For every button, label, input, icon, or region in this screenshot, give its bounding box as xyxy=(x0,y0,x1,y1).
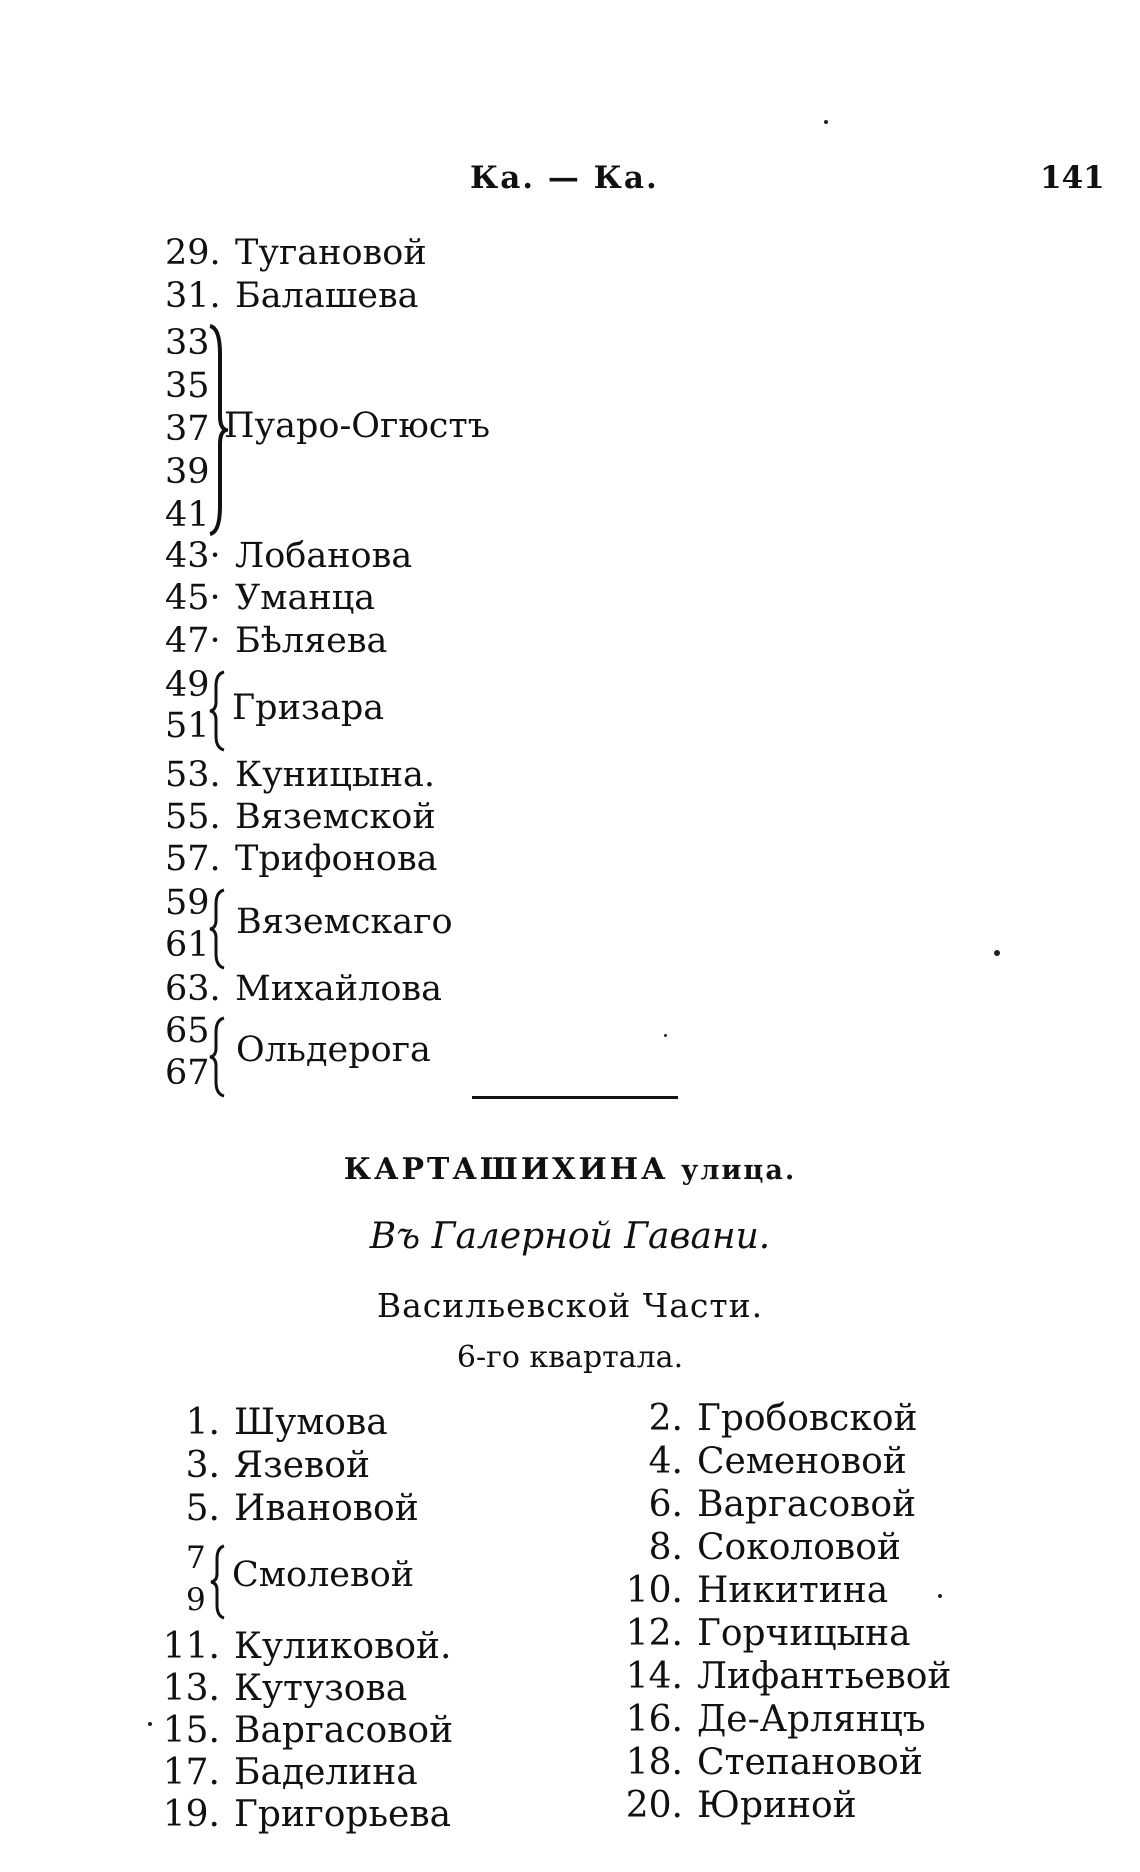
owner-name: Григорьева xyxy=(234,1794,452,1835)
owner-name: Лифантьевой xyxy=(697,1656,952,1697)
house-number: 41 xyxy=(165,495,210,535)
district-heading: Васильевской Части. xyxy=(376,1286,764,1325)
house-number: 67 xyxy=(165,1053,210,1093)
house-number: 51 xyxy=(165,706,210,746)
list-item xyxy=(150,1445,370,1487)
house-number: 5. xyxy=(185,1488,220,1529)
house-number: 61 xyxy=(165,925,210,965)
list-item xyxy=(165,275,419,317)
owner-name: Кутузова xyxy=(234,1668,408,1709)
group-brace xyxy=(206,1016,228,1098)
owner-name: Варгасовой xyxy=(234,1710,454,1751)
list-item xyxy=(605,1613,911,1655)
section-divider xyxy=(472,1096,678,1099)
list-item xyxy=(605,1742,923,1784)
owner-name: Михайлова xyxy=(235,969,442,1009)
house-number: 7 xyxy=(186,1540,206,1576)
owner-name: Никитина xyxy=(697,1570,889,1611)
owner-name: Куницына. xyxy=(235,755,436,795)
house-number: 1. xyxy=(185,1402,220,1443)
list-item xyxy=(605,1441,907,1483)
house-number: 20. xyxy=(625,1785,683,1826)
list-item xyxy=(165,577,375,619)
owner-name: Варгасовой xyxy=(697,1484,917,1525)
list-item xyxy=(150,1710,453,1752)
list-item xyxy=(165,968,442,1010)
house-number: 3. xyxy=(185,1445,220,1486)
list-item xyxy=(605,1527,901,1569)
quarter-heading: 6-го квартала. xyxy=(456,1340,684,1375)
scan-speck xyxy=(824,120,828,124)
house-number: 59 xyxy=(165,883,210,923)
owner-name: Смолевой xyxy=(232,1555,415,1595)
scan-speck xyxy=(664,1034,667,1037)
house-number: 17. xyxy=(162,1752,220,1793)
street-title xyxy=(0,1152,1140,1187)
list-item xyxy=(165,796,436,838)
owner-name: Соколовой xyxy=(697,1527,901,1568)
house-number: 13. xyxy=(162,1668,220,1709)
house-number: 14. xyxy=(625,1656,683,1697)
house-number: 6. xyxy=(648,1484,683,1525)
owner-name: Уманца xyxy=(235,578,376,618)
owner-name: Ольдерога xyxy=(236,1030,431,1070)
house-number: 35 xyxy=(165,366,210,406)
list-item xyxy=(605,1699,926,1741)
owner-name: Вяземской xyxy=(235,797,436,837)
list-item xyxy=(165,754,435,796)
owner-name: Балашева xyxy=(235,276,419,316)
house-number: 53. xyxy=(165,755,221,795)
house-number: 43· xyxy=(165,536,221,576)
list-item xyxy=(165,232,427,274)
list-item xyxy=(605,1656,951,1698)
scan-speck xyxy=(994,950,1000,956)
owner-name: Баделина xyxy=(234,1752,418,1793)
list-item xyxy=(605,1785,857,1827)
location-subtitle: Въ Галерной Гавани. xyxy=(369,1216,771,1257)
house-number: 2. xyxy=(648,1398,683,1439)
owner-name: Ивановой xyxy=(234,1488,419,1529)
house-number: 33 xyxy=(165,323,210,363)
house-number: 9 xyxy=(186,1582,206,1618)
house-number: 65 xyxy=(165,1011,210,1051)
owner-name: Трифонова xyxy=(235,839,438,879)
owner-name: Шумова xyxy=(234,1402,388,1443)
owner-name: Горчицына xyxy=(697,1613,911,1654)
list-item xyxy=(150,1626,451,1668)
house-number: 11. xyxy=(162,1626,220,1667)
owner-name: Юриной xyxy=(697,1785,857,1826)
owner-name: Пуаро-Огюстъ xyxy=(224,406,491,446)
house-number: 55. xyxy=(165,797,221,837)
group-brace xyxy=(206,670,228,752)
house-number: 45· xyxy=(165,578,221,618)
street-word: улица. xyxy=(681,1155,797,1186)
owner-name: Бѣляева xyxy=(235,621,388,661)
house-number: 18. xyxy=(625,1742,683,1783)
house-number: 57. xyxy=(165,839,221,879)
page-number: 141 xyxy=(1040,160,1105,196)
owner-name: Лобанова xyxy=(235,536,413,576)
house-number: 39 xyxy=(165,452,210,492)
owner-name: Тугановой xyxy=(235,233,427,273)
list-item xyxy=(150,1668,407,1710)
house-number: 47· xyxy=(165,621,221,661)
scan-speck xyxy=(148,1722,152,1726)
house-number: 16. xyxy=(625,1699,683,1740)
house-number: 63. xyxy=(165,969,221,1009)
scan-speck xyxy=(938,1594,942,1598)
list-item xyxy=(150,1402,388,1444)
house-number: 49 xyxy=(165,665,210,705)
house-number: 8. xyxy=(648,1527,683,1568)
house-number: 19. xyxy=(162,1794,220,1835)
street-name: КАРТАШИХИНА xyxy=(343,1152,669,1187)
list-item xyxy=(165,838,438,880)
owner-name: Де-Арлянцъ xyxy=(697,1699,926,1740)
owner-name: Вяземскаго xyxy=(236,902,453,942)
owner-name: Гробовской xyxy=(697,1398,918,1439)
list-item xyxy=(150,1794,451,1836)
owner-name: Степановой xyxy=(697,1742,923,1783)
house-number: 37 xyxy=(165,409,210,449)
house-number: 15. xyxy=(162,1710,220,1751)
owner-name: Язевой xyxy=(234,1445,370,1486)
list-item xyxy=(605,1570,888,1612)
house-number: 10. xyxy=(625,1570,683,1611)
list-item xyxy=(605,1484,916,1526)
house-number: 31. xyxy=(165,276,221,316)
house-number: 12. xyxy=(625,1613,683,1654)
list-item xyxy=(605,1398,918,1440)
running-head: Ка. — Ка. xyxy=(470,160,659,196)
list-item xyxy=(150,1752,418,1794)
list-item xyxy=(165,620,387,662)
list-item xyxy=(150,1488,419,1530)
list-item xyxy=(165,535,412,577)
owner-name: Гризара xyxy=(232,688,385,728)
owner-name: Куликовой. xyxy=(234,1626,452,1667)
group-brace xyxy=(206,888,228,970)
house-number: 29. xyxy=(165,233,221,273)
owner-name: Семеновой xyxy=(697,1441,907,1482)
house-number: 4. xyxy=(648,1441,683,1482)
group-brace xyxy=(208,1544,228,1620)
